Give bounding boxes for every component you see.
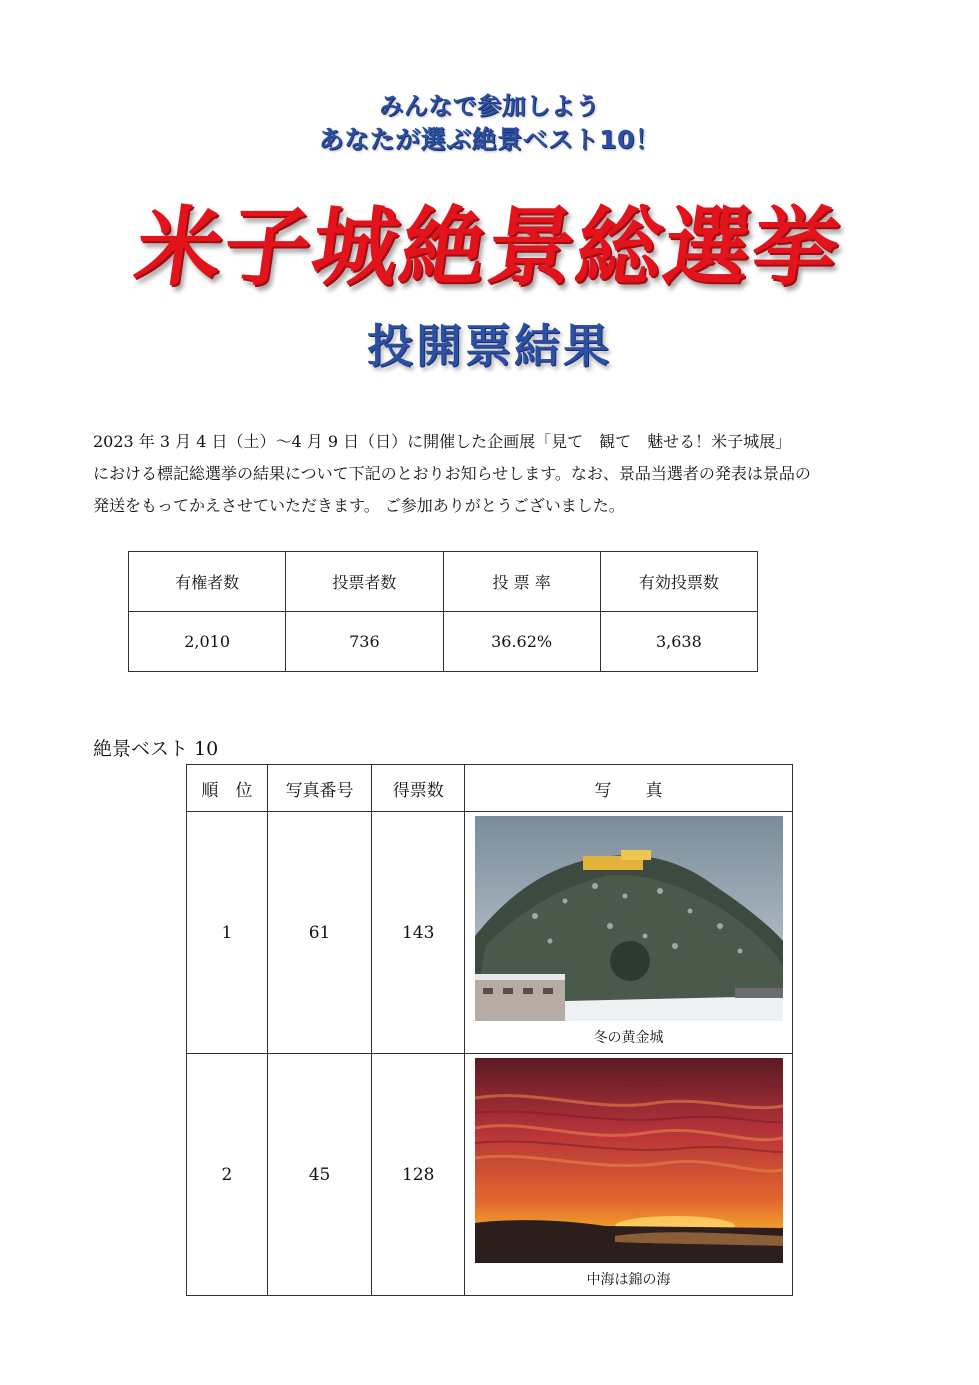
sub-title-line1: みんなで参加しよう [379,92,600,120]
header-voters: 投票者数 [286,552,443,612]
header-eligible-voters: 有権者数 [129,552,286,612]
photo-cell [465,1054,793,1296]
stats-value-row [129,612,758,672]
intro-line: における標記総選挙の結果について下記のとおりお知らせします。なお、景品当選者の発表は景品の [93,464,811,483]
photo-caption: 冬の黄金城 [593,1030,664,1046]
photo-caption: 中海は錦の海 [586,1272,671,1288]
rank-cell: 1 [187,812,268,1054]
votes-cell: 128 [372,1054,465,1296]
table-row [187,812,793,1054]
sub-title-line2: あなたが選ぶ絶景ベスト10！ [318,125,661,154]
header-valid-votes: 有効投票数 [600,552,757,612]
value-eligible-voters: 2,010 [129,612,286,672]
value-valid-votes: 3,638 [600,612,757,672]
intro-paragraph [93,426,893,522]
value-turnout: 36.62% [443,612,600,672]
main-title: 米子城絶景総選挙 [129,198,848,298]
photo-cell [465,812,793,1054]
result-title: 投開票結果 [367,319,612,373]
header-rank: 順 位 [187,765,268,812]
ranking-table [186,764,793,1296]
ranking-header-row [187,765,793,812]
header-turnout: 投 票 率 [443,552,600,612]
best10-label: 絶景ベスト 10 [93,738,219,760]
intro-line: 2023 年 3 月 4 日（土）～4 月 9 日（日）に開催した企画展「見て 観て 魅せる！米子城展」 [93,432,792,451]
castle-snow-photo [475,816,783,1021]
stats-header-row [129,552,758,612]
sunset-sea-photo [475,1058,783,1263]
photo-number-cell: 45 [267,1054,372,1296]
votes-cell: 143 [372,812,465,1054]
stats-table [128,551,758,672]
header-photo: 写 真 [465,765,793,812]
value-voters: 736 [286,612,443,672]
intro-line: 発送をもってかえさせていただきます。 ご参加ありがとうございました。 [93,496,625,515]
rank-cell: 2 [187,1054,268,1296]
table-row [187,1054,793,1296]
header-photo-number: 写真番号 [267,765,372,812]
photo-number-cell: 61 [267,812,372,1054]
header-votes: 得票数 [372,765,465,812]
